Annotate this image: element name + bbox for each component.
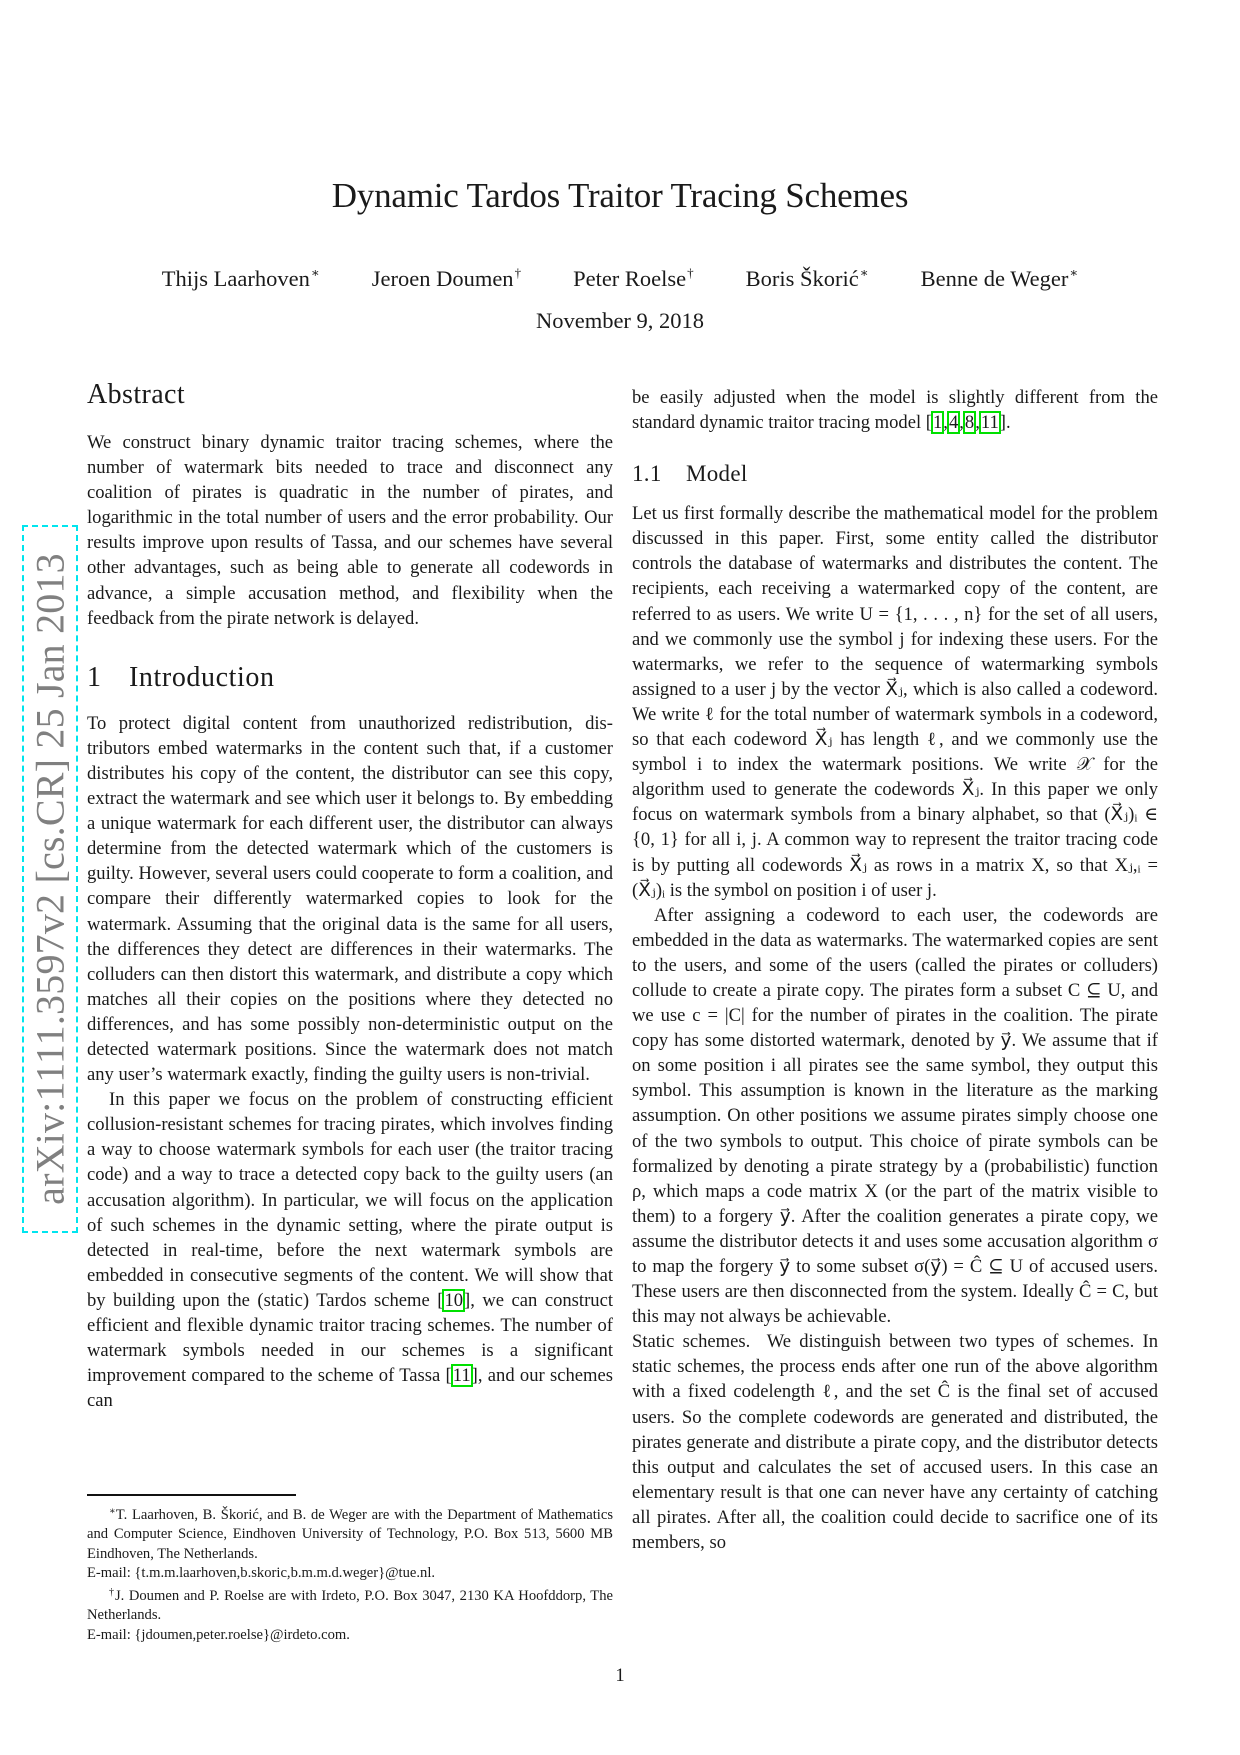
paragraph-text: ]. xyxy=(999,412,1011,434)
section-title: Introduction xyxy=(129,661,275,693)
author-name: Thijs Laarhoven xyxy=(161,266,310,291)
citation-link[interactable]: 11 xyxy=(980,412,999,434)
paragraph-text: be easily adjusted when the model is slightly different from the standard dynamic traitor tracing model [ xyxy=(632,387,1158,434)
footnote xyxy=(87,1502,613,1564)
static-schemes-paragraph xyxy=(632,1329,1158,1555)
footnote-rule xyxy=(87,1494,296,1496)
subsection-heading xyxy=(632,459,1158,489)
right-column xyxy=(632,385,1158,1555)
footnote xyxy=(87,1583,613,1626)
model-paragraph: Let us first formally describe the mathematical model for the problem discussed in this paper. First, some entity called the distributor controls the database of watermarks and distributes the content. The recipients, each receiving a watermarked copy of the content, are referred to as users. We write U = {1, . . . , n} for the set of all users, and we commonly use the symbol j for indexing these users. For the watermarks, we refer to the sequence of watermarking symbols assigned to a user j by the vector X⃗ⱼ, which is also called a codeword. We write ℓ for the total number of watermark symbols in a codeword, so that each codeword X⃗ⱼ has length ℓ, and we commonly use the symbol i to index the watermark positions. We write 𝒳 for the algorithm used to generate the codewords X⃗ⱼ. In this paper we only focus on watermark symbols from a binary alphabet, so that (X⃗ⱼ)ᵢ ∈ {0, 1} for all i, j. A common way to represent the traitor tracing code is by putting all codewords X⃗ⱼ as rows in a matrix X, so that Xⱼ,ᵢ = (X⃗ⱼ)ᵢ is the symbol on position i of user j. xyxy=(632,503,1158,901)
section-heading xyxy=(87,661,613,695)
abstract-heading: Abstract xyxy=(87,379,186,410)
section-number: 1 xyxy=(87,661,102,693)
affiliation-mark: ∗ xyxy=(310,265,320,280)
author-name: Boris Škorić xyxy=(745,266,859,291)
author xyxy=(573,258,694,294)
author xyxy=(921,258,1079,294)
author-name: Jeroen Doumen xyxy=(371,266,514,291)
footnotes xyxy=(87,1502,613,1645)
author-name: Benne de Weger xyxy=(920,266,1069,291)
intro-paragraph xyxy=(87,1087,613,1413)
footnote-text: T. Laarhoven, B. Škorić, and B. de Weger are with the Department of Mathematics and Computer Science, Eindhoven University of Technology, P.O. Box 513, 5600 MB Eindhoven, The Netherlands. xyxy=(87,1507,613,1562)
paragraph-text: We distinguish between two types of schemes. In static schemes, the process ends after one run of the above algorithm with a fixed codelength ℓ, and the set Ĉ is the final set of accused users. So the complete codewords are generated and distributed, the pirates generate and distribute a pirate copy, and the distributor detects this output and calculates the set of accused users. In this case an elementary result is that one can never have any certainty of catching all pirates. After all, the coalition could decide to sacrifice one of its members, so xyxy=(632,1331,1158,1554)
arxiv-stamp[interactable] xyxy=(22,525,78,1233)
subsection-number: 1.1 xyxy=(632,461,662,487)
citation-link[interactable]: 1 xyxy=(932,412,943,434)
intro-paragraph: To protect digital content from unauthorized redistribution, distributors embed watermarks in the content such that, if a customer distributes his copy of the content, the distributor can see this copy, extract the watermark and see which user it belongs to. By embedding a unique watermark for each different user, the distributor can always determine from the detected watermark which of the customers is guilty. However, several users could cooperate to form a coalition, and compare their differently watermarked copies to look for the watermark. Assuming that the original data is the same for all users, the differences they detect are differences in their watermarks. The colluders can then distort this watermark, and distribute a copy which matches all their copies on the positions where they detected no differences, and has some possibly non-deterministic output on the detected watermark positions. Since the watermark does not match any user’s watermark exactly, finding the guilty users is non-trivial. xyxy=(87,712,613,1086)
footnote-email: E-mail: {t.m.m.laarhoven,b.skoric,b.m.m.d.weger}@tue.nl. xyxy=(87,1564,436,1581)
citation-link[interactable]: 4 xyxy=(948,412,959,434)
author xyxy=(746,258,869,294)
affiliation-mark: ∗ xyxy=(1069,265,1079,280)
paper-date: November 9, 2018 xyxy=(535,308,705,333)
affiliation-mark: † xyxy=(687,265,694,280)
left-column xyxy=(87,378,613,1413)
paragraph-text: ], and our schemes can xyxy=(87,1365,613,1412)
citation-link[interactable]: 8 xyxy=(964,412,975,434)
arxiv-identifier: arXiv:1111.3597v2 [cs.CR] 25 Jan 2013 xyxy=(27,553,73,1205)
author-name: Peter Roelse xyxy=(573,266,687,291)
footnote-mark: † xyxy=(109,1587,115,1599)
continued-paragraph: be easily adjusted when the model is slightly different from the standard dynamic traitor tracing model [1,4,8,11]. xyxy=(632,387,1158,434)
footnote-email: E-mail: {jdoumen,peter.roelse}@irdeto.com. xyxy=(87,1626,350,1643)
page-number: 1 xyxy=(615,1665,625,1686)
run-in-heading: Static schemes. xyxy=(632,1331,751,1353)
abstract-text: We construct binary dynamic traitor tracing schemes, where the number of watermark bits needed to trace and disconnect any coalition of pirates is quadratic in the number of pirates, and logarithmic in the total number of users and the error probability. Our results improve upon results of Tassa, and our schemes have several other advantages, such as being able to generate all codewords in advance, a simple accusation method, and flexibility when the feedback from the pirate network is delayed. xyxy=(87,432,613,629)
paper-title: Dynamic Tardos Traitor Tracing Schemes xyxy=(331,176,909,215)
citation-link[interactable]: 11 xyxy=(452,1365,471,1387)
author-list xyxy=(0,258,1240,294)
affiliation-mark: † xyxy=(514,265,522,280)
footnote-text: J. Doumen and P. Roelse are with Irdeto, P.O. Box 3047, 2130 KA Hoofddorp, The Netherlands. xyxy=(87,1588,613,1624)
citation-link[interactable]: 10 xyxy=(444,1289,464,1311)
author xyxy=(372,258,521,294)
model-paragraph: After assigning a codeword to each user, the codewords are embedded in the data as watermarks. The watermarked copies are sent to the users, and some of the users (called the pirates or colluders) collude to create a pirate copy. The pirates form a subset C ⊆ U, and we use c = |C| for the number of pirates in the coalition. The pirate copy has some distorted watermark, denoted by y⃗. We assume that if on some position i all pirates see the same symbol, they output this symbol. This assumption is known in the literature as the marking assumption. On other positions we assume pirates simply choose one of the two symbols to output. This choice of pirate symbols can be formalized by denoting a pirate strategy by a (probabilistic) function ρ, which maps a code matrix X (or the part of the matrix visible to them) to a forgery y⃗. After the coalition generates a pirate copy, we assume the distributor detects it and uses some accusation algorithm σ to map the forgery y⃗ to some subset σ(y⃗) = Ĉ ⊆ U of accused users. These users are then disconnected from the system. Ideally Ĉ = C, but this may not always be achievable. xyxy=(632,904,1158,1328)
paragraph-text: ], we can construct efficient and flexible dynamic traitor tracing schemes. The number of watermark symbols needed in our schemes is a significant improvement compared to the scheme of Tassa [ xyxy=(87,1289,613,1387)
footnote-mark: ∗ xyxy=(109,1506,116,1517)
paragraph-text: In this paper we focus on the problem of constructing efficient collusion-resistant schemes for tracing pirates, which involves finding a way to choose watermark symbols for each user (the traitor tracing code) and a way to trace a detected copy back to the guilty users (an accusation algorithm). In particular, we will focus on the application of such schemes in the dynamic setting, where the pirate output is detected in real-time, before the next watermark symbols are embedded in consecutive segments of the content. We will show that by building upon the (static) Tardos scheme [ xyxy=(87,1089,613,1311)
author xyxy=(162,258,320,294)
affiliation-mark: ∗ xyxy=(859,265,869,280)
subsection-title: Model xyxy=(686,461,748,487)
